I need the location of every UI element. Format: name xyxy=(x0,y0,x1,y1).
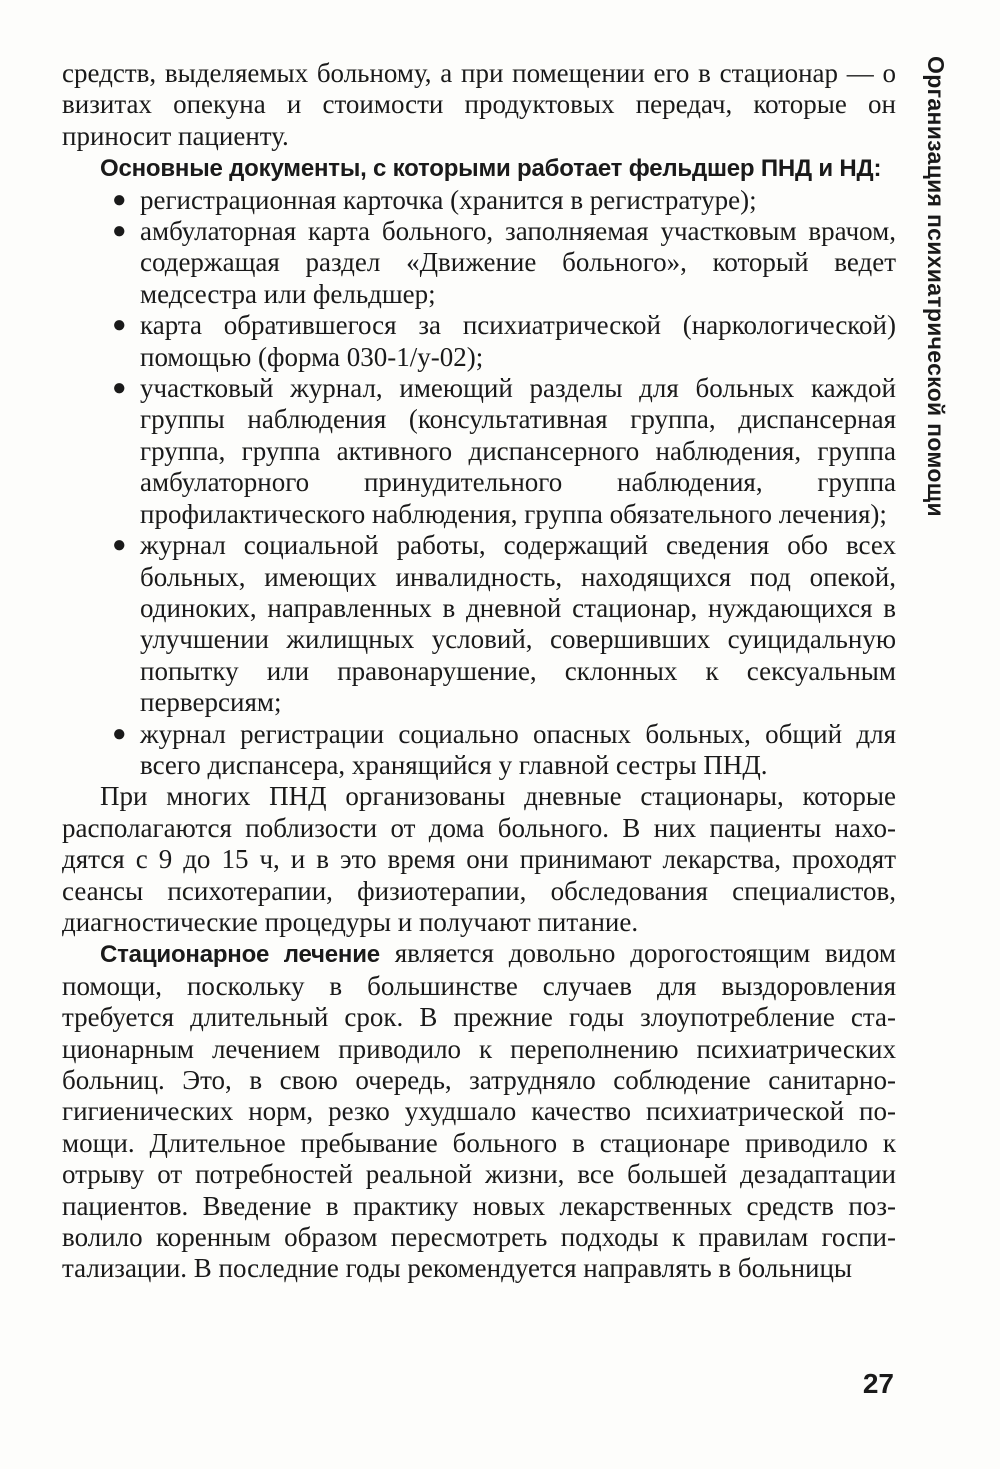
bullet-icon: ● xyxy=(112,720,127,747)
page-number: 27 xyxy=(862,1368,894,1399)
list-item xyxy=(62,185,896,216)
page-body xyxy=(62,58,896,1285)
list-item xyxy=(62,216,896,310)
documents-list xyxy=(62,185,896,782)
list-item-text: регистрационная карточка (хранится в регистратуре); xyxy=(140,184,757,215)
documents-heading-text: Основные документы, с которыми работает фельдшер ПНД и НД: xyxy=(100,155,882,183)
list-item xyxy=(62,719,896,782)
bullet-icon: ● xyxy=(112,312,127,339)
list-item xyxy=(62,373,896,530)
intro-paragraph: средств, выделяемых больному, а при помещении его в стационар — о визитах опекуна и стоимости продуктовых передач, которые он приносит пациенту. xyxy=(62,58,896,151)
list-item xyxy=(62,310,896,373)
list-item-text: участковый журнал, имеющий разделы для больных каждой группы наблюдения (консультативная группа, диспансерная группа, группа активного диспансерного наблюдения, группа амбулаторного принудительного наблюдения, группа профилактического наблюдения, группа обязательного лечения); xyxy=(140,373,896,529)
running-header-vertical: Организация психиатрической помощи xyxy=(923,56,949,517)
list-item-text: амбулаторная карта больного, заполняемая участковым врачом, содержащая раздел «Движение больного», который ведет медсестра или фельдшер; xyxy=(140,216,896,309)
bullet-icon: ● xyxy=(112,186,127,213)
list-item xyxy=(62,530,896,718)
day-hospital-paragraph: При многих ПНД организованы дневные стационары, которые располагаются поблизости от дома больного. В них пациенты находятся с 9 до 15 ч, и в это время они принимают лекарства, проходят сеансы психотерапии, физиотерапии, обследования специалистов, диагностические процедуры и получают питание. xyxy=(62,781,896,937)
inpatient-paragraph xyxy=(62,938,896,1284)
list-item-text: журнал регистрации социально опасных больных, общий для всего диспансера, хранящийся у главной сестры ПНД. xyxy=(140,718,896,780)
bullet-icon: ● xyxy=(112,532,127,559)
bullet-icon: ● xyxy=(112,375,127,402)
inpatient-paragraph-text: является довольно дорогостоящим видом помощи, поскольку в большинстве случаев для выздоровления требуется длительный срок. В прежние годы злоупотребление стационарным лечением приводило к переполнению психиатрических больниц. Это, в свою очередь, затрудняло соблюдение санитарно-гигиенических норм, резко ухудшало качество психиатрической помощи. Длительное пребывание больного в стационаре приводило к отрыву от потребностей реальной жизни, все большей дезадаптации пациентов. Введение в практику новых лекарственных средств позволило коренным образом пересмотреть подходы к правилам госпитализации. В последние годы рекомендуется направлять в больницы xyxy=(62,938,896,1284)
inpatient-term: Стационарное лечение xyxy=(100,941,380,969)
list-item-text: журнал социальной работы, содержащий сведения обо всех больных, имеющих инвалидность, находящихся под опекой, одиноких, направленных в дневной стационар, нуждающихся в улучшении жилищных условий, совершивших суицидальную попытку или правонарушение, склонных к сексуальным перверсиям; xyxy=(140,530,896,718)
documents-heading xyxy=(62,152,896,184)
bullet-icon: ● xyxy=(112,218,127,245)
list-item-text: карта обратившегося за психиатрической (наркологической) помощью (форма 030-1/у-02); xyxy=(140,310,896,372)
